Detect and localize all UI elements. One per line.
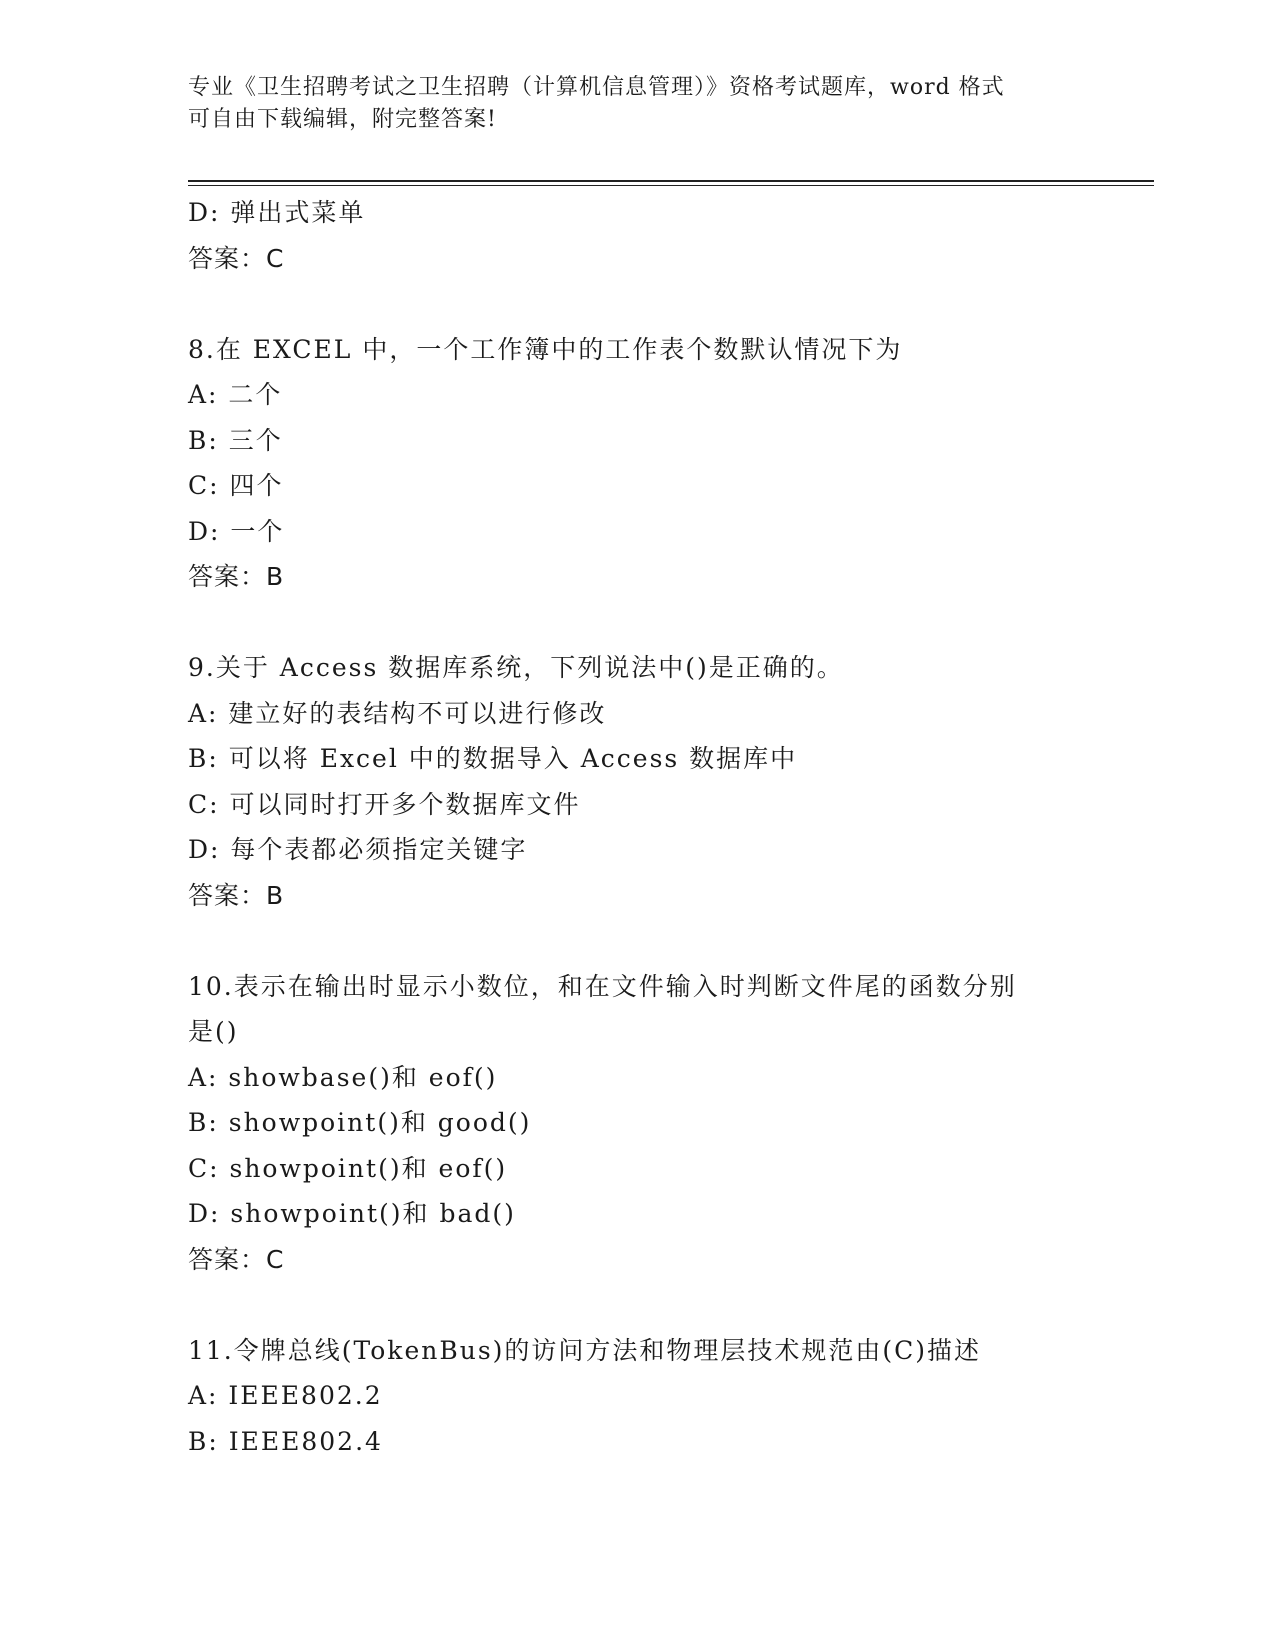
question-list [188, 190, 1088, 1464]
option-d: D: 每个表都必须指定关键字 [188, 835, 528, 864]
question-11 [188, 1328, 1088, 1465]
option-d: D: showpoint()和 bad() [188, 1199, 516, 1228]
spacer [188, 281, 1088, 327]
prev-option-d: D: 弹出式菜单 [188, 198, 366, 227]
option-c: C: 四个 [188, 471, 284, 500]
option-b: B: 三个 [188, 425, 283, 455]
document-header [188, 72, 1088, 136]
option-d: D: 一个 [188, 516, 285, 546]
option-b: B: showpoint()和 good() [188, 1108, 532, 1137]
option-a: A: 二个 [188, 380, 283, 409]
option-b: B: 可以将 Excel 中的数据导入 Access 数据库中 [188, 744, 798, 773]
spacer [188, 918, 1088, 964]
answer: 答案：B [188, 562, 285, 591]
option-c: C: 可以同时打开多个数据库文件 [188, 789, 581, 819]
question-10 [188, 964, 1088, 1283]
question-stem: 11.令牌总线(TokenBus)的访问方法和物理层技术规范由(C)描述 [188, 1335, 982, 1365]
header-line-2: 可自由下载编辑，附完整答案! [188, 107, 497, 132]
spacer [188, 600, 1088, 646]
answer: 答案：C [188, 1244, 285, 1274]
question-8 [188, 327, 1088, 600]
header-line-1: 专业《卫生招聘考试之卫生招聘（计算机信息管理）》资格考试题库，word 格式 [188, 75, 1005, 100]
header-divider-thick [188, 180, 1154, 182]
option-c: C: showpoint()和 eof() [188, 1153, 508, 1183]
option-a: A: IEEE802.2 [188, 1381, 383, 1410]
prev-answer: 答案：C [188, 243, 285, 273]
question-9 [188, 645, 1088, 918]
question-stem: 8.在 EXCEL 中，一个工作簿中的工作表个数默认情况下为 [188, 334, 903, 364]
spacer [188, 1282, 1088, 1328]
header-divider-thin [188, 185, 1154, 186]
option-b: B: IEEE802.4 [188, 1426, 383, 1456]
question-stem: 9.关于 Access 数据库系统，下列说法中()是正确的。 [188, 653, 844, 682]
option-a: A: showbase()和 eof() [188, 1062, 498, 1092]
option-a: A: 建立好的表结构不可以进行修改 [188, 698, 607, 728]
question-stem: 10.表示在输出时显示小数位，和在文件输入时判断文件尾的函数分别 [188, 971, 1017, 1001]
answer: 答案：B [188, 880, 285, 910]
question-stem-continued: 是() [188, 1017, 239, 1046]
